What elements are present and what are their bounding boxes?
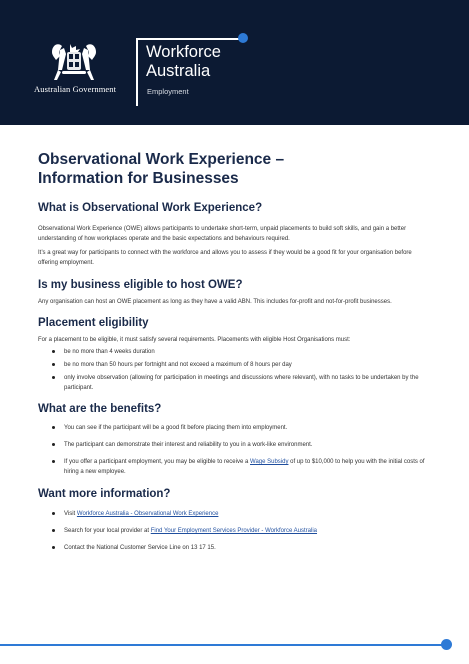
- info-text: Search for your local provider at: [64, 528, 151, 534]
- more-info-list: [38, 509, 430, 553]
- page-header: [0, 0, 469, 125]
- list-item: Contact the National Customer Service Line on 13 17 15.: [38, 543, 430, 553]
- placement-requirements-list: [38, 347, 430, 393]
- list-item: You can see if the participant will be a good fit before placing them into employment.: [38, 423, 430, 433]
- brand-line-2: Australia: [146, 61, 211, 80]
- footer-dot-icon: [441, 639, 452, 650]
- list-item: [38, 526, 430, 536]
- government-wordmark: Australian Government: [34, 84, 117, 94]
- logo-frame-vertical: [136, 38, 138, 106]
- paragraph-placement-intro: For a placement to be eligible, it must satisfy several requirements. Placements with eligible Host Organisations must:: [38, 337, 351, 343]
- brand-line-1: Workforce: [146, 43, 221, 61]
- list-item: The participant can demonstrate their interest and reliability to you in a work-like environment.: [38, 440, 430, 450]
- list-item: be no more than 4 weeks duration: [38, 347, 430, 357]
- coat-of-arms-icon: [46, 40, 102, 84]
- benefits-list: [38, 423, 430, 477]
- brand-subtitle: Employment: [147, 87, 189, 96]
- section-heading-eligibility: Is my business eligible to host OWE?: [38, 279, 243, 291]
- footer-rule: [0, 644, 447, 646]
- title-line-2: Information for Businesses: [38, 170, 239, 187]
- find-provider-link[interactable]: Find Your Employment Services Provider - Workforce Australia: [150, 528, 318, 534]
- section-heading-benefits: What are the benefits?: [38, 403, 162, 415]
- info-text: Visit: [64, 511, 77, 517]
- document-body: [38, 150, 430, 553]
- list-item: be no more than 50 hours per fortnight and not exceed a maximum of 8 hours per day: [38, 360, 430, 370]
- owe-info-link[interactable]: Workforce Australia - Observational Work Experience: [76, 511, 219, 517]
- list-item: [38, 509, 430, 519]
- paragraph-eligibility: Any organisation can host an OWE placement as long as they have a valid ABN. This includes for-profit and not-for-profit businesses.: [38, 299, 392, 305]
- document-title: [38, 150, 430, 188]
- benefit-text: If you offer a participant employment, you may be eligible to receive a: [64, 459, 250, 465]
- brand-logo: [146, 43, 221, 80]
- section-heading-more-info: Want more information?: [38, 488, 171, 500]
- paragraph-owe-benefit: It’s a great way for participants to connect with the workforce and allows you to assess if they would be a good fit for your organisation before offering employment.: [38, 250, 412, 266]
- list-item: [38, 457, 430, 477]
- wage-subsidy-link[interactable]: Wage Subsidy: [250, 459, 289, 465]
- logo-frame-horizontal: [136, 38, 241, 40]
- section-heading-placement: Placement eligibility: [38, 317, 149, 329]
- section-heading-what-is-owe: What is Observational Work Experience?: [38, 202, 263, 214]
- title-line-1: Observational Work Experience –: [38, 151, 285, 168]
- logo-dot-icon: [238, 33, 248, 43]
- benefit-text: of up to $10,000 to help you with the initial costs of hiring a new employee.: [64, 459, 425, 475]
- list-item: only involve observation (allowing for participation in meetings and discussions where relevant), with no tasks to be undertaken by the participant.: [38, 373, 430, 393]
- paragraph-owe-definition: Observational Work Experience (OWE) allows participants to undertake short-term, unpaid placements to build soft skills, and gain a better understanding of how workplaces operate and the basic expectations and behaviours required.: [38, 226, 407, 242]
